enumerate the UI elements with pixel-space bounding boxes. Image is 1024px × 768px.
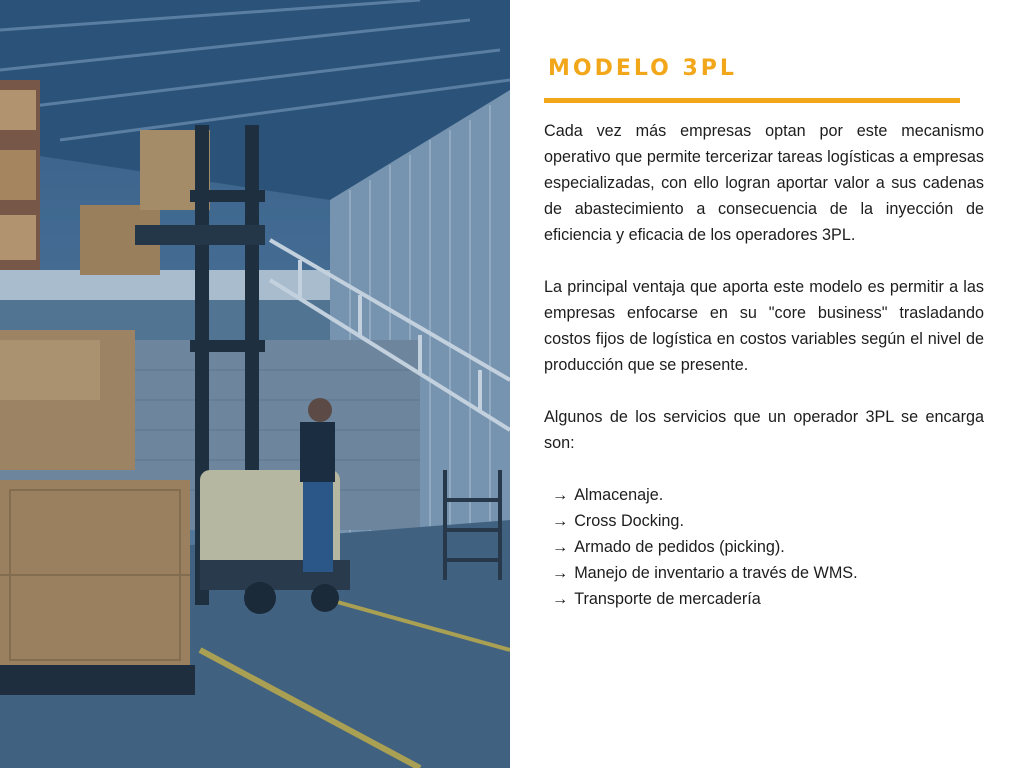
service-label: Armado de pedidos (picking). bbox=[574, 538, 785, 556]
warehouse-forklift-icon bbox=[0, 0, 510, 768]
paragraph-services-intro: Algunos de los servicios que un operador 3PL se encarga son: bbox=[544, 408, 984, 452]
page-title: MODELO 3PL bbox=[548, 56, 737, 81]
list-item bbox=[552, 560, 984, 586]
title-underline bbox=[544, 98, 960, 103]
arrow-right-icon: → bbox=[552, 486, 569, 504]
service-label: Almacenaje. bbox=[574, 486, 664, 504]
list-item bbox=[552, 482, 984, 508]
list-item bbox=[552, 534, 984, 560]
service-label: Manejo de inventario a través de WMS. bbox=[574, 564, 858, 582]
service-label: Cross Docking. bbox=[574, 512, 684, 530]
content-panel bbox=[544, 0, 984, 768]
arrow-right-icon: → bbox=[552, 590, 569, 608]
paragraph-advantage: La principal ventaja que aporta este modelo es permitir a las empresas enfocarse en su "core business" trasladando costos fijos de logística en costos variables según el nivel de producción que se presente. bbox=[544, 278, 984, 374]
list-item bbox=[552, 586, 984, 612]
body-text bbox=[544, 118, 984, 612]
list-item bbox=[552, 508, 984, 534]
arrow-right-icon: → bbox=[552, 512, 569, 530]
service-label: Transporte de mercadería bbox=[574, 590, 761, 608]
services-list bbox=[544, 482, 984, 612]
arrow-right-icon: → bbox=[552, 564, 569, 582]
warehouse-photo bbox=[0, 0, 510, 768]
paragraph-intro: Cada vez más empresas optan por este mecanismo operativo que permite tercerizar tareas logísticas a empresas especializadas, con ello logran aportar valor a sus cadenas de abastecimiento a consecuencia de la inyección de eficiencia y eficacia de los operadores 3PL. bbox=[544, 122, 984, 244]
arrow-right-icon: → bbox=[552, 538, 569, 556]
